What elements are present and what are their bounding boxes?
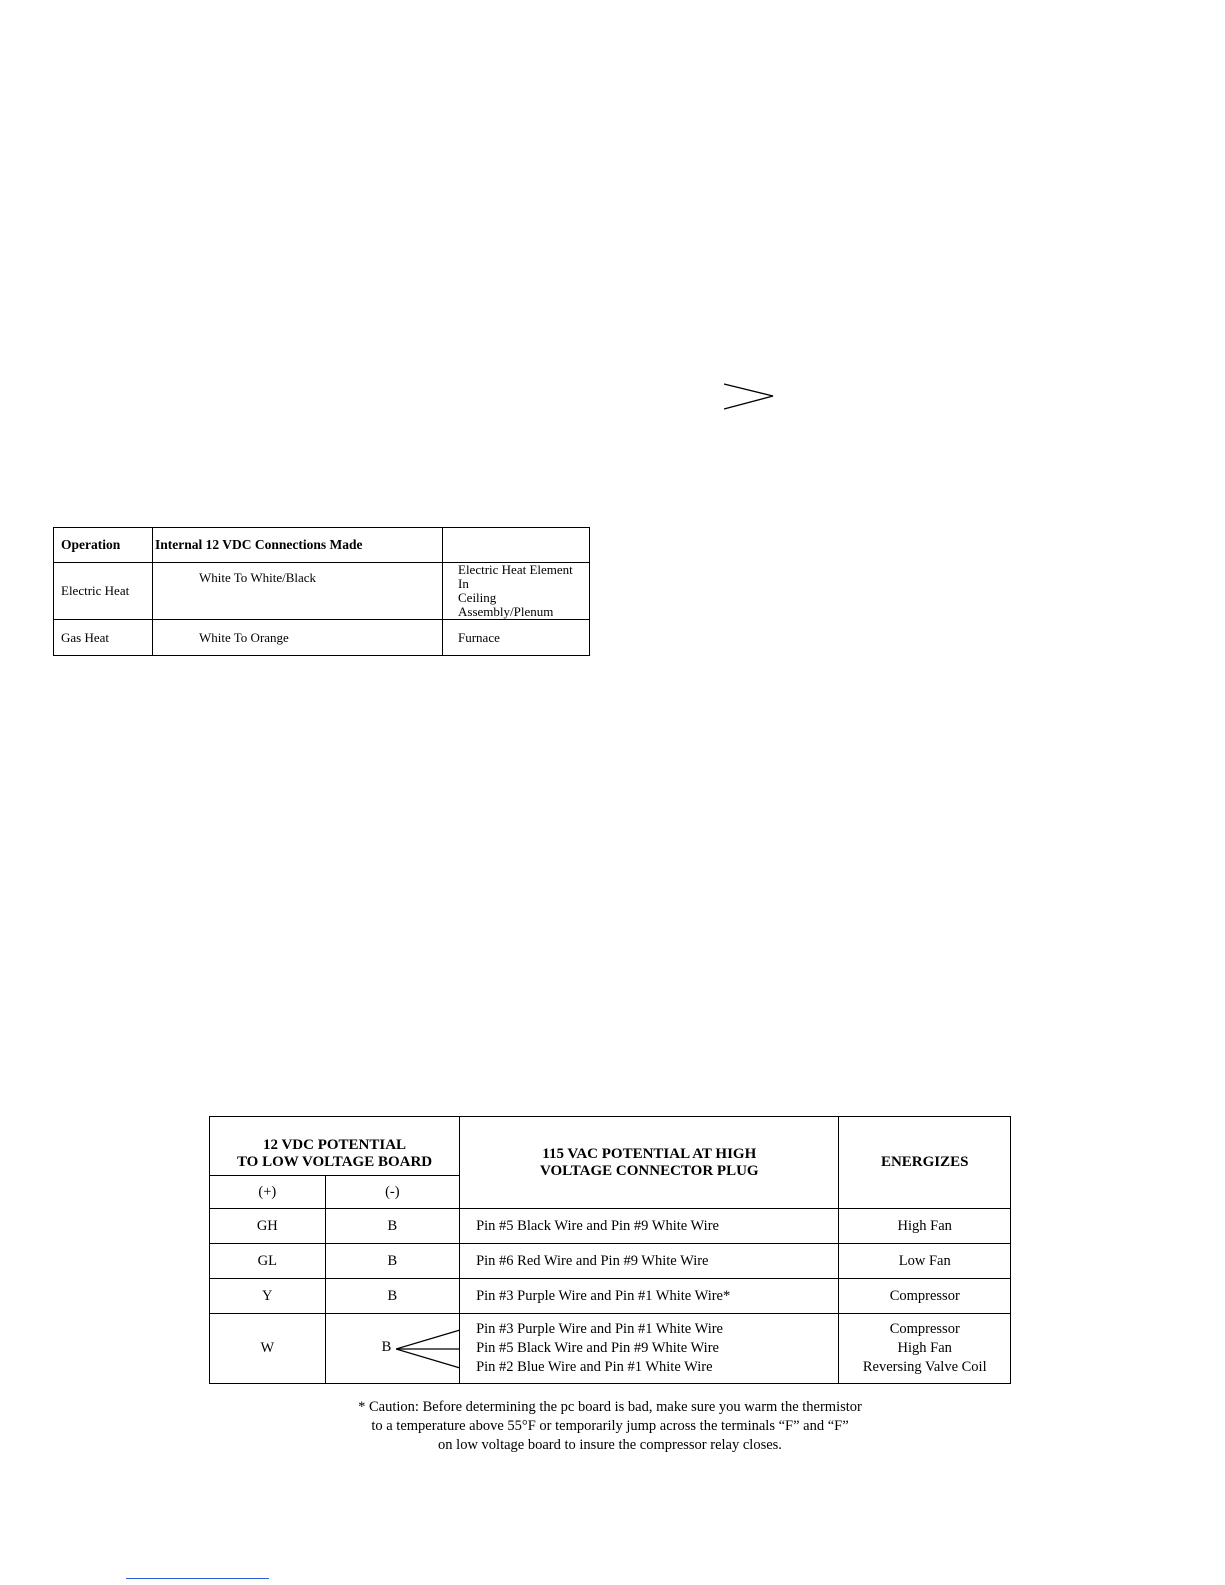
header-12vdc-line: TO LOW VOLTAGE BOARD <box>236 1154 433 1170</box>
caution-line: * Caution: Before determining the pc board is bad, make sure you warm the thermistor <box>358 1399 862 1415</box>
footer-rule <box>126 1578 269 1579</box>
table-row <box>210 1314 1011 1384</box>
voltage-potential-table <box>209 1116 1011 1384</box>
header-energizes: ENERGIZES <box>839 1117 1011 1209</box>
table-row <box>210 1209 1011 1244</box>
energizes-line: High Fan <box>897 1340 952 1356</box>
cell-connection: White To Orange <box>153 620 443 656</box>
cell-energizes: Furnace <box>443 620 590 656</box>
cell-minus <box>325 1314 459 1384</box>
energizes-line: Reversing Valve Coil <box>862 1359 987 1375</box>
table-row <box>210 1244 1011 1279</box>
table-row <box>54 620 590 656</box>
cell-plus: GL <box>210 1244 326 1279</box>
header-minus: (-) <box>325 1176 459 1209</box>
cell-pins: Pin #6 Red Wire and Pin #9 White Wire <box>460 1244 839 1279</box>
cell-minus: B <box>325 1244 459 1279</box>
table-row <box>210 1279 1011 1314</box>
cell-minus: B <box>325 1279 459 1314</box>
caution-line: on low voltage board to insure the compressor relay closes. <box>438 1437 782 1453</box>
arrow-mark <box>723 383 775 411</box>
cell-plus: Y <box>210 1279 326 1314</box>
caution-note <box>209 1398 1011 1455</box>
pin-line: Pin #2 Blue Wire and Pin #1 White Wire <box>476 1359 713 1375</box>
table-row <box>54 563 590 620</box>
cell-connection: White To White/Black <box>153 563 443 620</box>
branch-lines <box>396 1328 462 1374</box>
cell-energizes <box>443 563 590 620</box>
table-header-row <box>210 1117 1011 1176</box>
pin-line: Pin #5 Black Wire and Pin #9 White Wire <box>476 1340 719 1356</box>
cell-pins <box>460 1314 839 1384</box>
cell-pins: Pin #3 Purple Wire and Pin #1 White Wire* <box>460 1279 839 1314</box>
cell-plus: GH <box>210 1209 326 1244</box>
cell-plus: W <box>210 1314 326 1384</box>
header-12vdc-potential <box>210 1117 460 1176</box>
energizes-line: Compressor <box>889 1321 960 1337</box>
header-115vac-line: 115 VAC POTENTIAL AT HIGH <box>542 1145 757 1162</box>
header-operation: Operation <box>54 528 153 563</box>
pin-line: Pin #3 Purple Wire and Pin #1 White Wire <box>476 1321 723 1337</box>
table-header-row <box>54 528 590 563</box>
caution-line: to a temperature above 55°F or temporarily jump across the terminals “F” and “F” <box>371 1418 849 1434</box>
cell-energizes-line: Ceiling Assembly/Plenum <box>458 590 554 619</box>
header-connections: Internal 12 VDC Connections Made <box>153 528 443 563</box>
header-blank <box>443 528 590 563</box>
header-plus: (+) <box>210 1176 326 1209</box>
cell-minus-label: B <box>381 1339 392 1355</box>
heat-connections-table <box>53 527 590 656</box>
cell-energizes: Low Fan <box>839 1244 1011 1279</box>
cell-energizes <box>839 1314 1011 1384</box>
cell-minus: B <box>325 1209 459 1244</box>
cell-energizes: Compressor <box>839 1279 1011 1314</box>
cell-operation: Gas Heat <box>54 620 153 656</box>
cell-pins: Pin #5 Black Wire and Pin #9 White Wire <box>460 1209 839 1244</box>
header-12vdc-line: 12 VDC POTENTIAL <box>262 1137 407 1153</box>
cell-operation: Electric Heat <box>54 563 153 620</box>
header-115vac-potential <box>460 1117 839 1209</box>
cell-energizes-line: Electric Heat Element In <box>458 562 573 591</box>
cell-energizes: High Fan <box>839 1209 1011 1244</box>
header-115vac-line: VOLTAGE CONNECTOR PLUG <box>539 1162 759 1179</box>
